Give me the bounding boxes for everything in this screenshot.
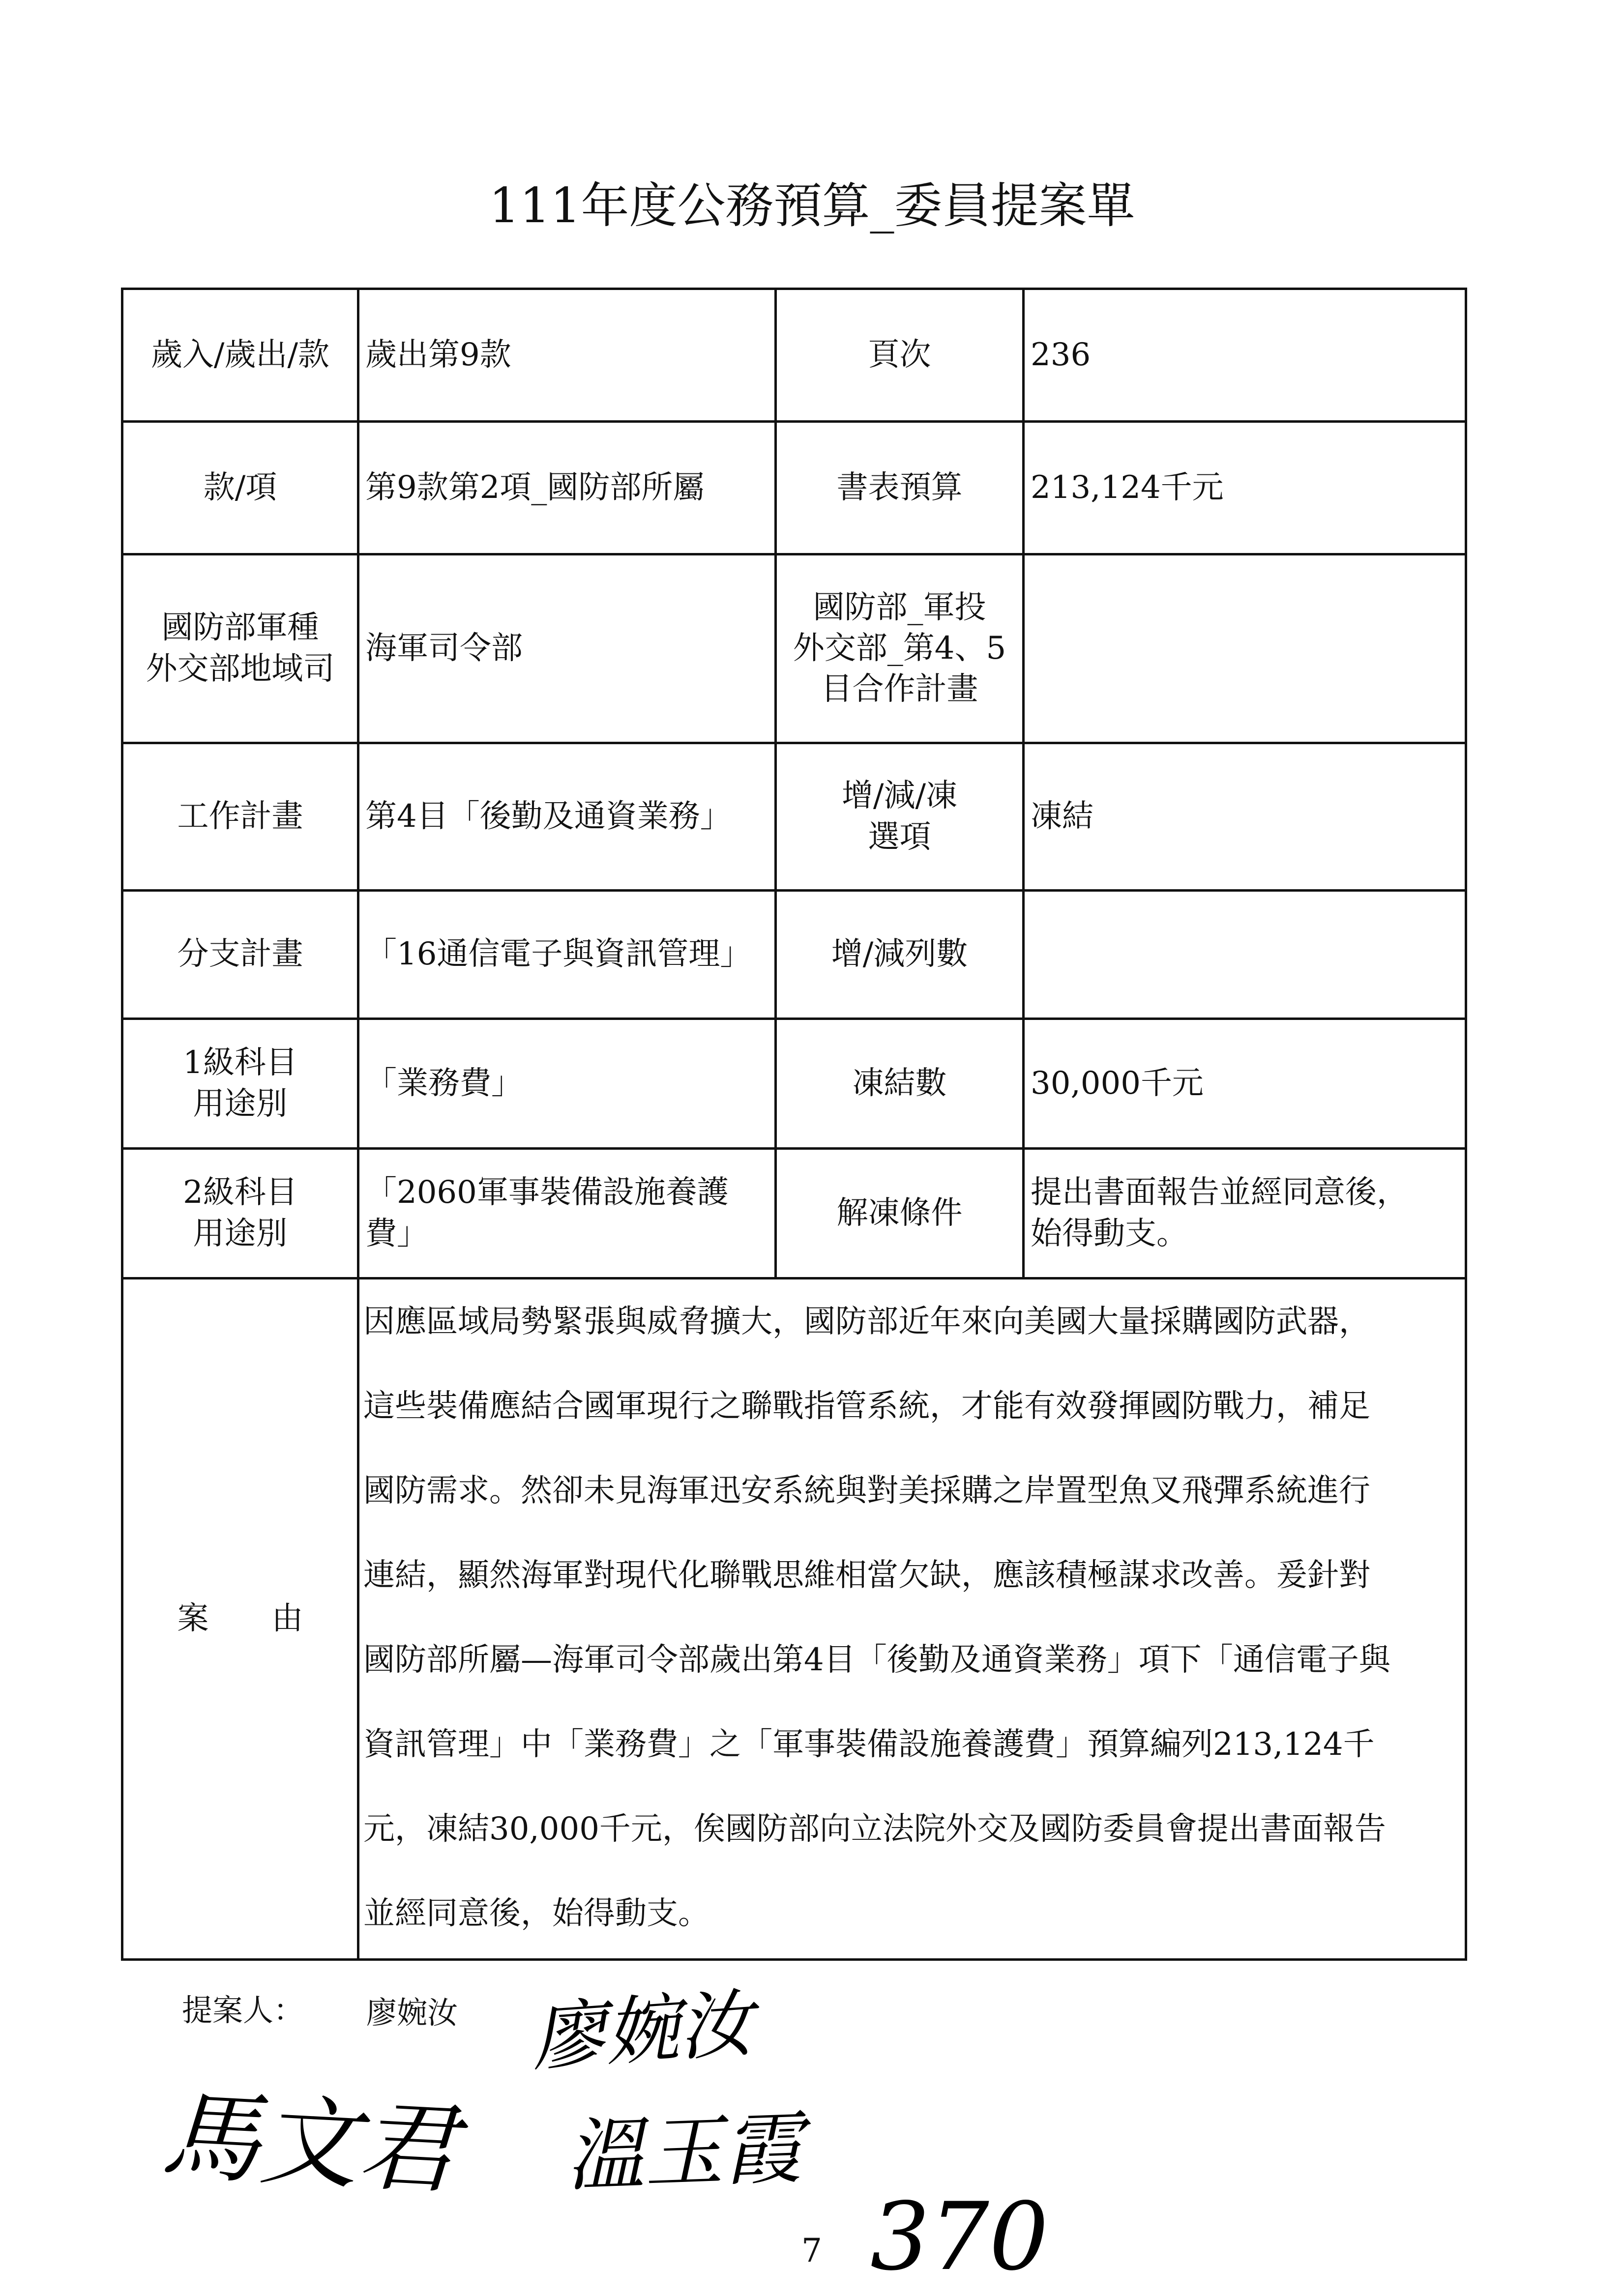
proposer-label: 提案人： bbox=[182, 1992, 304, 2028]
field-value: 第9款第2項_國防部所屬 bbox=[358, 422, 776, 554]
field-label: 凍結數 bbox=[776, 1019, 1024, 1149]
handwritten-number: 370 bbox=[870, 2182, 1049, 2291]
field-label: 增/減列數 bbox=[776, 891, 1024, 1019]
field-value: 第4目「後勤及通資業務」 bbox=[358, 743, 776, 891]
field-value: 歲出第9款 bbox=[358, 289, 776, 422]
table-row bbox=[122, 554, 1466, 743]
table-row bbox=[122, 289, 1466, 422]
field-value: 提出書面報告並經同意後， 始得動支。 bbox=[1024, 1149, 1466, 1279]
signature-2: 馬文君 bbox=[159, 2078, 460, 2209]
table-row bbox=[122, 422, 1466, 554]
field-label: 國防部軍種 外交部地域司 bbox=[122, 554, 358, 743]
field-value: 30,000千元 bbox=[1024, 1019, 1466, 1149]
reason-text bbox=[358, 1279, 1466, 1960]
signature-1: 廖婉汝 bbox=[529, 1980, 756, 2082]
table-row bbox=[122, 743, 1466, 891]
reason-row bbox=[122, 1279, 1466, 1960]
page-number: 7 bbox=[801, 2232, 822, 2269]
field-value bbox=[1024, 891, 1466, 1019]
field-value: 236 bbox=[1024, 289, 1466, 422]
field-value: 凍結 bbox=[1024, 743, 1466, 891]
field-label: 解凍條件 bbox=[776, 1149, 1024, 1279]
proposal-table bbox=[121, 288, 1467, 1961]
table-row bbox=[122, 1149, 1466, 1279]
proposer-name: 廖婉汝 bbox=[366, 1995, 458, 2031]
field-label: 2級科目 用途別 bbox=[122, 1149, 358, 1279]
reason-line: 國防需求。然卻未見海軍迅安系統與對美採購之岸置型魚叉飛彈系統進行 bbox=[363, 1473, 1370, 1509]
field-value: 「2060軍事裝備設施養護 費」 bbox=[358, 1149, 776, 1279]
field-label: 款/項 bbox=[122, 422, 358, 554]
field-label: 歲入/歲出/款 bbox=[122, 289, 358, 422]
field-label: 增/減/凍 選項 bbox=[776, 743, 1024, 891]
reason-line: 這些裝備應結合國軍現行之聯戰指管系統，才能有效發揮國防戰力，補足 bbox=[363, 1388, 1370, 1424]
field-label: 頁次 bbox=[776, 289, 1024, 422]
page-title: 111年度公務預算_委員提案單 bbox=[489, 178, 1135, 234]
table-row bbox=[122, 891, 1466, 1019]
field-value bbox=[1024, 554, 1466, 743]
field-value: 「業務費」 bbox=[358, 1019, 776, 1149]
field-value: 海軍司令部 bbox=[358, 554, 776, 743]
field-value: 「16通信電子與資訊管理」 bbox=[358, 891, 776, 1019]
reason-line: 元，凍結30,000千元，俟國防部向立法院外交及國防委員會提出書面報告 bbox=[363, 1811, 1386, 1847]
reason-line: 並經同意後，始得動支。 bbox=[363, 1895, 709, 1932]
field-label: 書表預算 bbox=[776, 422, 1024, 554]
reason-line: 連結，顯然海軍對現代化聯戰思維相當欠缺，應該積極謀求改善。爰針對 bbox=[363, 1557, 1370, 1594]
table-row bbox=[122, 1019, 1466, 1149]
field-label: 國防部_軍投 外交部_第4、5 目合作計畫 bbox=[776, 554, 1024, 743]
field-label: 工作計畫 bbox=[122, 743, 358, 891]
reason-label: 案 由 bbox=[122, 1279, 358, 1960]
field-label: 分支計畫 bbox=[122, 891, 358, 1019]
field-label: 1級科目 用途別 bbox=[122, 1019, 358, 1149]
signature-3: 溫玉霞 bbox=[564, 2102, 803, 2203]
reason-line: 國防部所屬—海軍司令部歲出第4目「後勤及通資業務」項下「通信電子與 bbox=[363, 1642, 1390, 1678]
field-value: 213,124千元 bbox=[1024, 422, 1466, 554]
reason-line: 資訊管理」中「業務費」之「軍事裝備設施養護費」預算編列213,124千 bbox=[363, 1726, 1375, 1763]
reason-line: 因應區域局勢緊張與威脅擴大，國防部近年來向美國大量採購國防武器， bbox=[363, 1304, 1370, 1340]
